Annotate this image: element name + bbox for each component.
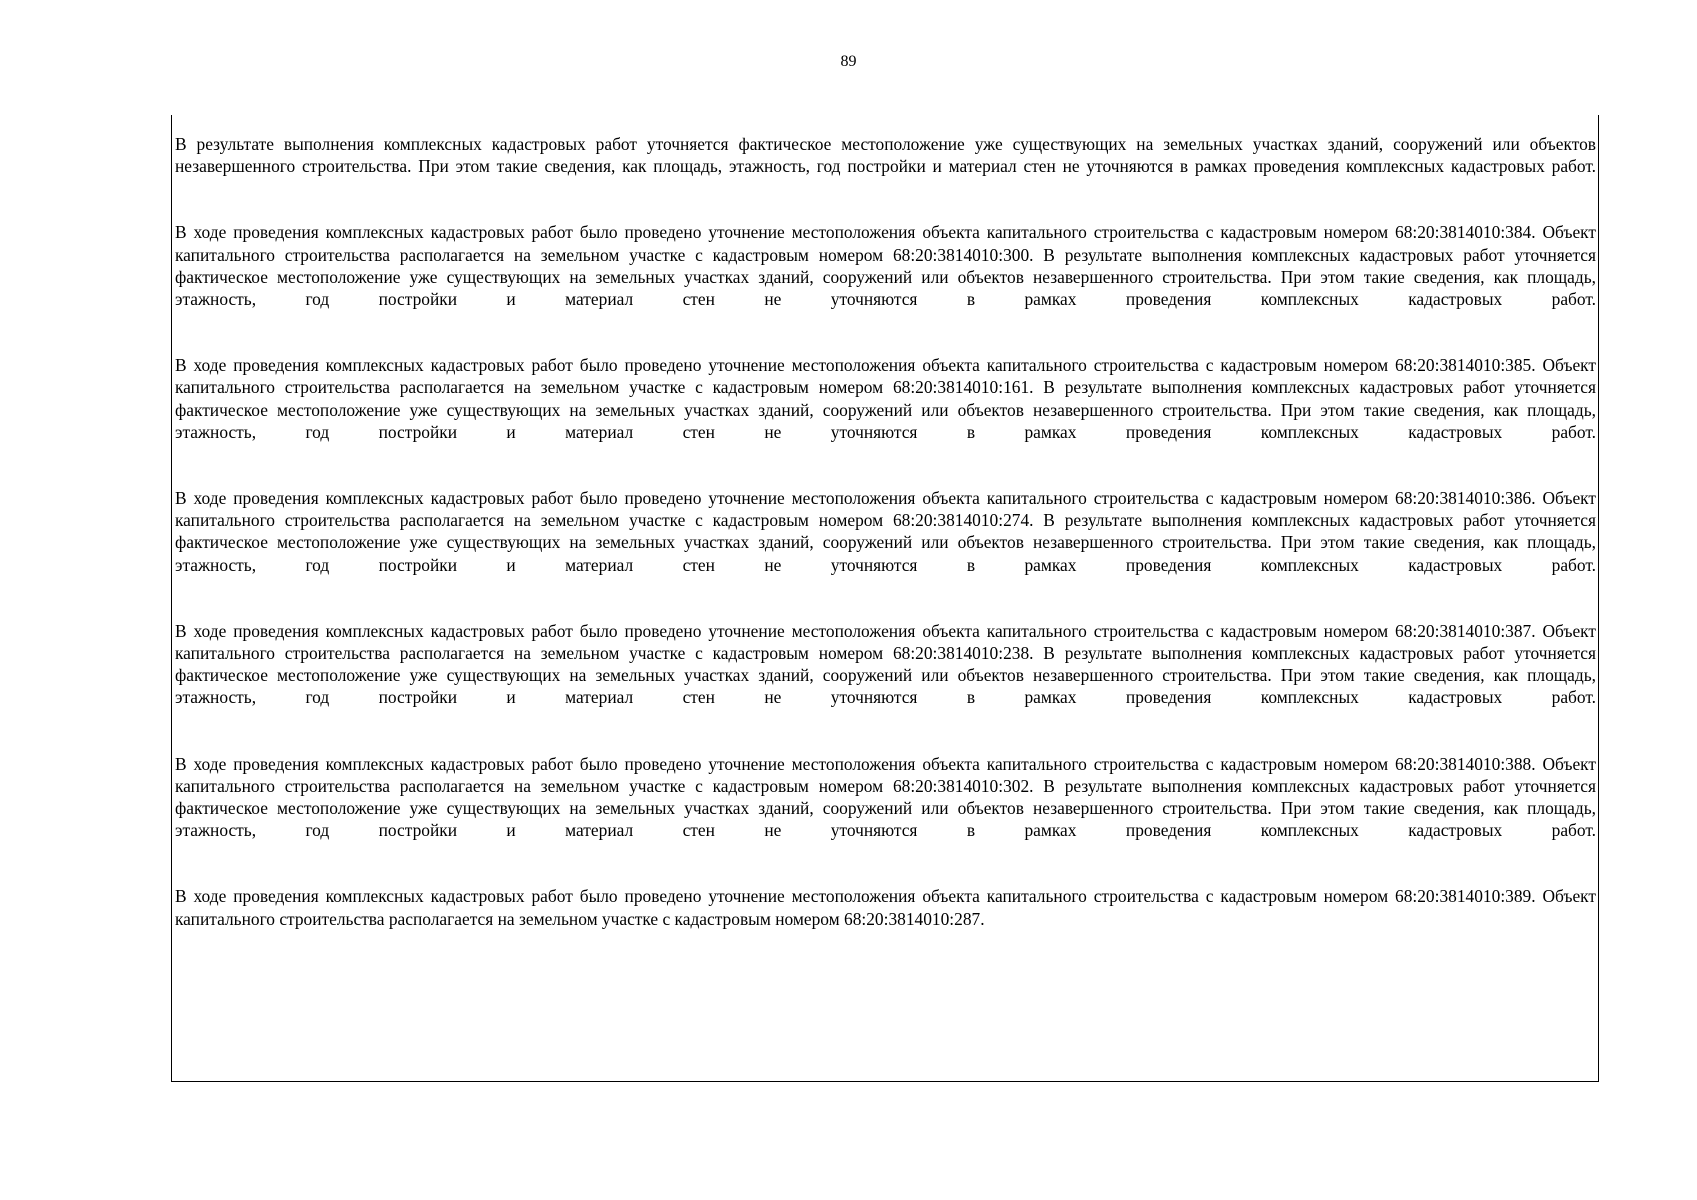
paragraph: В результате выполнения комплексных кадастровых работ уточняется фактическое местоположение уже существующих на земельных участках зданий, сооружений или объектов незавершенного строительства. При этом такие сведения, как площадь, этажность, год постройки и материал стен не уточняются в рамках проведения комплексных кадастровых работ. <box>175 134 1596 177</box>
paragraph: В ходе проведения комплексных кадастровых работ было проведено уточнение местоположения объекта капитального строительства с кадастровым номером 68:20:3814010:384. Объект капитального строительства располагается на земельном участке с кадастровым номером 68:20:3814010:300. В результате выполнения комплексных кадастровых работ уточняется фактическое местоположение уже существующих на земельных участках зданий, сооружений или объектов незавершенного строительства. При этом такие сведения, как площадь, этажность, год постройки и материал стен не уточняются в рамках проведения комплексных кадастровых работ. <box>175 222 1596 310</box>
text-cell <box>171 115 1599 1082</box>
paragraph: В ходе проведения комплексных кадастровых работ было проведено уточнение местоположения объекта капитального строительства с кадастровым номером 68:20:3814010:388. Объект капитального строительства располагается на земельном участке с кадастровым номером 68:20:3814010:302. В результате выполнения комплексных кадастровых работ уточняется фактическое местоположение уже существующих на земельных участках зданий, сооружений или объектов незавершенного строительства. При этом такие сведения, как площадь, этажность, год постройки и материал стен не уточняются в рамках проведения комплексных кадастровых работ. <box>175 753 1596 841</box>
paragraph: В ходе проведения комплексных кадастровых работ было проведено уточнение местоположения объекта капитального строительства с кадастровым номером 68:20:3814010:385. Объект капитального строительства располагается на земельном участке с кадастровым номером 68:20:3814010:161. В результате выполнения комплексных кадастровых работ уточняется фактическое местоположение уже существующих на земельных участках зданий, сооружений или объектов незавершенного строительства. При этом такие сведения, как площадь, этажность, год постройки и материал стен не уточняются в рамках проведения комплексных кадастровых работ. <box>175 355 1596 442</box>
page-number: 89 <box>840 53 857 70</box>
paragraph: В ходе проведения комплексных кадастровых работ было проведено уточнение местоположения объекта капитального строительства с кадастровым номером 68:20:3814010:387. Объект капитального строительства располагается на земельном участке с кадастровым номером 68:20:3814010:238. В результате выполнения комплексных кадастровых работ уточняется фактическое местоположение уже существующих на земельных участках зданий, сооружений или объектов незавершенного строительства. При этом такие сведения, как площадь, этажность, год постройки и материал стен не уточняются в рамках проведения комплексных кадастровых работ. <box>175 620 1596 708</box>
paragraph: В ходе проведения комплексных кадастровых работ было проведено уточнение местоположения объекта капитального строительства с кадастровым номером 68:20:3814010:389. Объект капитального строительства располагается на земельном участке с кадастровым номером 68:20:3814010:287. <box>175 886 1596 929</box>
paragraph: В ходе проведения комплексных кадастровых работ было проведено уточнение местоположения объекта капитального строительства с кадастровым номером 68:20:3814010:386. Объект капитального строительства располагается на земельном участке с кадастровым номером 68:20:3814010:274. В результате выполнения комплексных кадастровых работ уточняется фактическое местоположение уже существующих на земельных участках зданий, сооружений или объектов незавершенного строительства. При этом такие сведения, как площадь, этажность, год постройки и материал стен не уточняются в рамках проведения комплексных кадастровых работ. <box>175 488 1596 575</box>
